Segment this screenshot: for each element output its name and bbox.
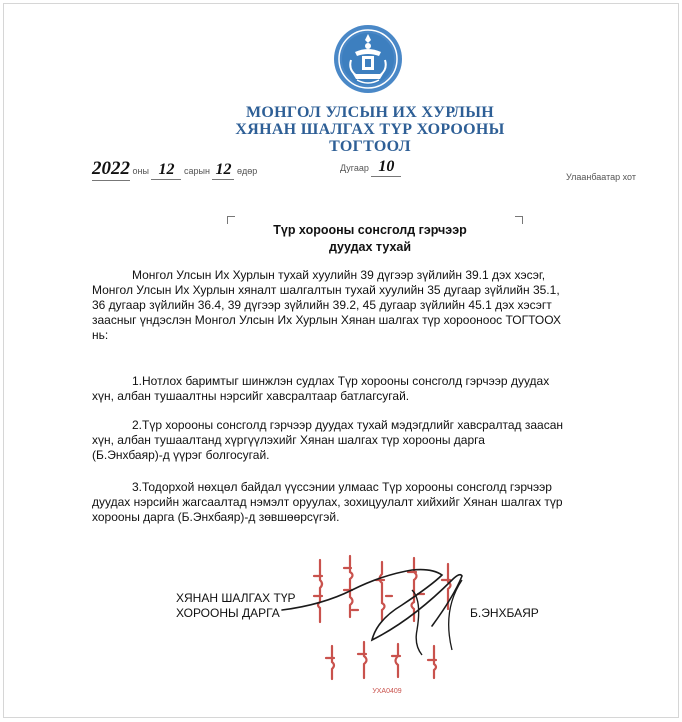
handwritten-signature-icon (262, 540, 522, 670)
stamp-code: УХА0409 (372, 688, 402, 695)
item-2-line: хүн, албан тушаалтанд хүргүүлэхийг Хянан шалгах түр хорооны дарга (92, 433, 485, 447)
item-2-line: (Б.Энхбаяр)-д үүрэг болгосугай. (92, 448, 270, 462)
signatory-title (176, 591, 296, 621)
day-value: 12 (215, 161, 232, 178)
header-line-1: МОНГОЛ УЛСЫН ИХ ХУРЛЫН (246, 104, 494, 121)
title-bracket-left (227, 216, 235, 224)
document-title (240, 222, 500, 256)
item-3-line: 3.Тодорхой нөхцөл байдал үүссэнии улмаас Түр хорооны сонсголд гэрчээр (132, 480, 552, 494)
title-line-1: Түр хорооны сонсголд гэрчээр (273, 223, 467, 237)
item-3-paragraph (92, 480, 640, 525)
title-line-2: дуудах тухай (328, 240, 412, 254)
document-header (190, 104, 550, 155)
item-1-line: хүн, албан тушаалтны нэрсийг хавсралтаар батлагсугай. (92, 389, 410, 403)
number-field (340, 158, 401, 177)
title-bracket-right (515, 216, 523, 224)
intro-paragraph (92, 268, 640, 343)
header-line-2: ХЯНАН ШАЛГАХ ТҮР ХОРООНЫ (235, 121, 505, 138)
month-suffix: сарын (184, 166, 210, 176)
year-suffix: оны (132, 166, 149, 176)
item-3-line: дуудах нэрсийн жагсаалтад нэмэлт оруулах, зохицуулалт хийхийг Хянан шалгах түр (92, 495, 563, 509)
number-value: 10 (378, 158, 395, 175)
state-emblem-icon (331, 22, 405, 96)
item-2-paragraph (92, 418, 640, 463)
month-value: 12 (158, 161, 175, 178)
item-2-line: 2.Түр хорооны сонсголд гэрчээр дуудах тухай мэдэгдлийг хавсралтад заасан (132, 418, 564, 432)
city-field: Улаанбаатар хот (566, 172, 636, 182)
intro-line: заасныг үндэслэн Монгол Улсын Их Хурлын Хянан шалгах түр хорооноос ТОГТООХ (92, 313, 562, 327)
signatory-title-line-2: ХОРООНЫ ДАРГА (176, 606, 280, 620)
number-label: Дугаар (340, 163, 369, 173)
signatory-name: Б.ЭНХБАЯР (470, 606, 539, 620)
intro-line: Монгол Улсын Их Хурлын хяналт шалгалтын тухай хуулийн 35 дугаар зүйлийн 35.1, (92, 283, 560, 297)
item-3-line: хорооны дарга (Б.Энхбаяр)-д зөвшөөрсүгэй. (92, 510, 340, 524)
day-suffix: өдөр (236, 166, 258, 176)
signatory-title-line-1: ХЯНАН ШАЛГАХ ТҮР (176, 591, 296, 605)
intro-line: нь: (92, 328, 109, 342)
intro-line: Монгол Улсын Их Хурлын тухай хуулийн 39 дүгээр зүйлийн 39.1 дэх хэсэг, (132, 268, 546, 282)
intro-line: 36 дугаар зүйлийн 36.4, 39 дүгээр зүйлийн 39.2, 45 дугаар зүйлийн 45.1 дэх хэсэгт (92, 298, 552, 312)
year-value: 2022 (92, 158, 130, 179)
header-line-3: ТОГТООЛ (329, 138, 411, 155)
date-field (92, 158, 257, 181)
item-1-paragraph (92, 374, 640, 404)
item-1-line: 1.Нотлох баримтыг шинжлэн судлах Түр хорооны сонсголд гэрчээр дуудах (132, 374, 550, 388)
